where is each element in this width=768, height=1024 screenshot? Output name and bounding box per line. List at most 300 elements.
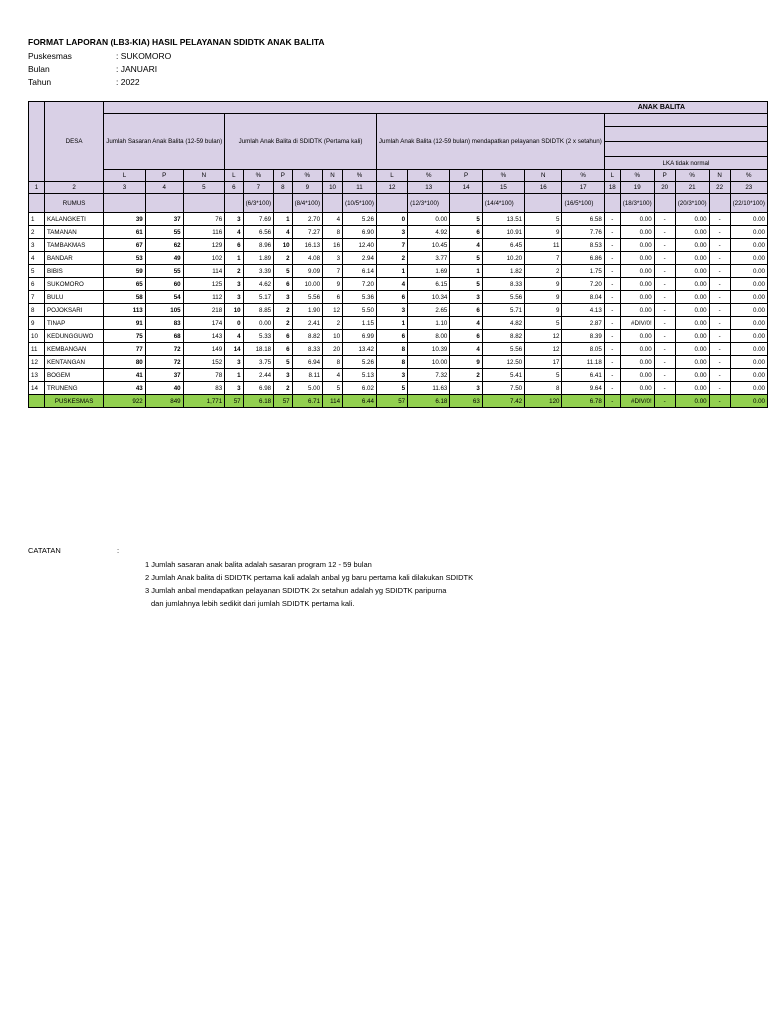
- value-cell: -: [604, 226, 620, 239]
- value-cell: 4.92: [408, 226, 450, 239]
- row-number: 4: [29, 252, 45, 265]
- sub-header-cell: P: [654, 170, 675, 182]
- value-cell: 49: [145, 252, 183, 265]
- row-number: 6: [29, 278, 45, 291]
- column-number-cell: 2: [44, 182, 103, 194]
- value-cell: 5.56: [292, 291, 322, 304]
- value-cell: 0.00: [620, 265, 654, 278]
- column-number-cell: 21: [675, 182, 709, 194]
- value-cell: 61: [104, 226, 145, 239]
- value-cell: -: [709, 252, 730, 265]
- total-value-cell: 0.00: [675, 395, 709, 408]
- value-cell: 5.56: [482, 343, 524, 356]
- total-value-cell: 6.18: [243, 395, 273, 408]
- value-cell: 80: [104, 356, 145, 369]
- row-number: 1: [29, 213, 45, 226]
- header-row-2: [29, 114, 768, 127]
- field-value: : SUKOMORO: [116, 51, 172, 61]
- value-cell: 7.76: [562, 226, 604, 239]
- value-cell: 0.00: [675, 356, 709, 369]
- value-cell: 7.20: [562, 278, 604, 291]
- formula-cell: (8/4*100): [292, 194, 322, 213]
- sub-header-cell: N: [183, 170, 225, 182]
- value-cell: 3: [225, 356, 243, 369]
- total-value-cell: -: [654, 395, 675, 408]
- row-number: 8: [29, 304, 45, 317]
- value-cell: 8: [376, 356, 407, 369]
- value-cell: 5: [450, 252, 482, 265]
- table-row: [29, 317, 768, 330]
- value-cell: 5.41: [482, 369, 524, 382]
- total-value-cell: 1,771: [183, 395, 225, 408]
- value-cell: 2: [274, 252, 292, 265]
- value-cell: 1.15: [343, 317, 377, 330]
- value-cell: 6: [225, 239, 243, 252]
- value-cell: 5: [274, 265, 292, 278]
- value-cell: 5.33: [243, 330, 273, 343]
- value-cell: 4: [323, 369, 343, 382]
- desa-header: DESA: [44, 102, 103, 182]
- value-cell: 5: [525, 213, 562, 226]
- value-cell: -: [654, 369, 675, 382]
- value-cell: -: [709, 382, 730, 395]
- value-cell: 0.00: [675, 317, 709, 330]
- value-cell: 113: [104, 304, 145, 317]
- total-value-cell: 120: [525, 395, 562, 408]
- value-cell: -: [654, 291, 675, 304]
- table-row: [29, 226, 768, 239]
- value-cell: 102: [183, 252, 225, 265]
- value-cell: 2: [525, 265, 562, 278]
- value-cell: -: [604, 213, 620, 226]
- value-cell: 2: [274, 317, 292, 330]
- blank-cell: [183, 194, 225, 213]
- value-cell: 0.00: [675, 330, 709, 343]
- value-cell: 59: [104, 265, 145, 278]
- column-number-cell: 13: [408, 182, 450, 194]
- sub-header-cell: %: [292, 170, 322, 182]
- blank-header-cell: [604, 142, 767, 157]
- table-row: [29, 382, 768, 395]
- value-cell: 72: [145, 343, 183, 356]
- value-cell: 41: [104, 369, 145, 382]
- value-cell: 76: [183, 213, 225, 226]
- value-cell: -: [604, 278, 620, 291]
- value-cell: -: [654, 356, 675, 369]
- sub-header-cell: %: [620, 170, 654, 182]
- value-cell: -: [604, 304, 620, 317]
- value-cell: 0.00: [730, 330, 767, 343]
- value-cell: 8.33: [482, 278, 524, 291]
- value-cell: 0.00: [730, 343, 767, 356]
- value-cell: 4: [225, 330, 243, 343]
- sub-header-cell: L: [376, 170, 407, 182]
- value-cell: 0.00: [675, 343, 709, 356]
- value-cell: 12.50: [482, 356, 524, 369]
- value-cell: 1: [376, 265, 407, 278]
- value-cell: -: [654, 252, 675, 265]
- value-cell: 1.89: [243, 252, 273, 265]
- value-cell: #DIV/0!: [620, 317, 654, 330]
- row-number: 9: [29, 317, 45, 330]
- value-cell: 10: [274, 239, 292, 252]
- value-cell: -: [654, 213, 675, 226]
- value-cell: 0.00: [620, 330, 654, 343]
- value-cell: 125: [183, 278, 225, 291]
- table-row: [29, 330, 768, 343]
- blank-header-cell: [604, 114, 767, 127]
- rumus-label: RUMUS: [44, 194, 103, 213]
- sub-header-cell: %: [730, 170, 767, 182]
- desa-name: BULU: [44, 291, 103, 304]
- value-cell: 0.00: [675, 213, 709, 226]
- desa-name: POJOKSARI: [44, 304, 103, 317]
- row-number: 12: [29, 356, 45, 369]
- value-cell: 5.00: [292, 382, 322, 395]
- desa-name: BOGEM: [44, 369, 103, 382]
- value-cell: 0.00: [620, 304, 654, 317]
- table-row: [29, 369, 768, 382]
- dua-kali-group-header: Jumlah Anak Balita (12-59 bulan) mendapatkan pelayanan SDIDTK (2 x setahun): [376, 114, 604, 170]
- total-value-cell: 114: [323, 395, 343, 408]
- row-number: 11: [29, 343, 45, 356]
- column-number-cell: 10: [323, 182, 343, 194]
- value-cell: 0.00: [730, 304, 767, 317]
- value-cell: -: [654, 317, 675, 330]
- value-cell: 6.45: [482, 239, 524, 252]
- value-cell: 0.00: [675, 265, 709, 278]
- value-cell: 8: [525, 382, 562, 395]
- value-cell: 8: [323, 226, 343, 239]
- value-cell: 7.20: [343, 278, 377, 291]
- value-cell: 55: [145, 226, 183, 239]
- value-cell: 6.86: [562, 252, 604, 265]
- value-cell: 5: [376, 382, 407, 395]
- desa-name: TRUNENG: [44, 382, 103, 395]
- blank-cell: [525, 194, 562, 213]
- value-cell: 0.00: [675, 304, 709, 317]
- value-cell: 5.26: [343, 213, 377, 226]
- value-cell: 116: [183, 226, 225, 239]
- value-cell: -: [654, 278, 675, 291]
- value-cell: 10.45: [408, 239, 450, 252]
- table-row: [29, 265, 768, 278]
- row-number: 13: [29, 369, 45, 382]
- value-cell: 0.00: [730, 369, 767, 382]
- formula-cell: (6/3*100): [243, 194, 273, 213]
- value-cell: 6: [274, 278, 292, 291]
- value-cell: 4.62: [243, 278, 273, 291]
- column-number-cell: 3: [104, 182, 145, 194]
- value-cell: -: [604, 252, 620, 265]
- desa-name: BIBIS: [44, 265, 103, 278]
- value-cell: 5: [450, 278, 482, 291]
- value-cell: -: [709, 330, 730, 343]
- total-value-cell: 6.78: [562, 395, 604, 408]
- formula-cell: (14/4*100): [482, 194, 524, 213]
- value-cell: 0.00: [620, 291, 654, 304]
- value-cell: 5.50: [343, 304, 377, 317]
- value-cell: 16: [323, 239, 343, 252]
- sub-header-cell: L: [104, 170, 145, 182]
- value-cell: 3: [225, 278, 243, 291]
- value-cell: 2.70: [292, 213, 322, 226]
- blank-cell: [145, 194, 183, 213]
- value-cell: 2: [274, 382, 292, 395]
- value-cell: 40: [145, 382, 183, 395]
- notes-colon: :: [117, 546, 120, 555]
- desa-name: KEDUNGGUWO: [44, 330, 103, 343]
- value-cell: 143: [183, 330, 225, 343]
- value-cell: -: [709, 239, 730, 252]
- value-cell: 5.36: [343, 291, 377, 304]
- total-row: [29, 395, 768, 408]
- total-value-cell: 6.44: [343, 395, 377, 408]
- value-cell: 10.39: [408, 343, 450, 356]
- total-label: PUSKESMAS: [44, 395, 103, 408]
- field-label: Bulan: [28, 64, 50, 74]
- value-cell: 0.00: [620, 356, 654, 369]
- value-cell: -: [709, 226, 730, 239]
- value-cell: -: [709, 213, 730, 226]
- value-cell: 2.87: [562, 317, 604, 330]
- value-cell: -: [604, 343, 620, 356]
- value-cell: 6.98: [243, 382, 273, 395]
- value-cell: 0.00: [620, 226, 654, 239]
- value-cell: 218: [183, 304, 225, 317]
- value-cell: 9.64: [562, 382, 604, 395]
- value-cell: 6: [450, 226, 482, 239]
- value-cell: -: [654, 239, 675, 252]
- sub-header-row: [29, 170, 768, 182]
- desa-name: TAMANAN: [44, 226, 103, 239]
- value-cell: 75: [104, 330, 145, 343]
- blank-cell: [323, 194, 343, 213]
- sub-header-cell: N: [709, 170, 730, 182]
- sub-header-cell: P: [274, 170, 292, 182]
- value-cell: 0.00: [675, 252, 709, 265]
- desa-name: KEMBANGAN: [44, 343, 103, 356]
- sub-header-cell: L: [604, 170, 620, 182]
- value-cell: 3: [274, 369, 292, 382]
- value-cell: 72: [145, 356, 183, 369]
- value-cell: 3: [450, 382, 482, 395]
- column-number-cell: 12: [376, 182, 407, 194]
- table-row: [29, 239, 768, 252]
- value-cell: 5: [525, 317, 562, 330]
- value-cell: 3: [323, 252, 343, 265]
- value-cell: -: [654, 304, 675, 317]
- blank-cell: [604, 194, 620, 213]
- column-number-cell: 20: [654, 182, 675, 194]
- value-cell: 1.82: [482, 265, 524, 278]
- desa-name: TINAP: [44, 317, 103, 330]
- value-cell: 3: [450, 291, 482, 304]
- value-cell: 6: [323, 291, 343, 304]
- value-cell: 0.00: [675, 226, 709, 239]
- value-cell: 10.91: [482, 226, 524, 239]
- formula-cell: (10/5*100): [343, 194, 377, 213]
- value-cell: 1: [225, 369, 243, 382]
- sub-header-cell: P: [450, 170, 482, 182]
- blank-header-cell: [604, 127, 767, 142]
- value-cell: 3: [225, 291, 243, 304]
- value-cell: 7.50: [482, 382, 524, 395]
- value-cell: 8: [376, 343, 407, 356]
- value-cell: 0.00: [675, 278, 709, 291]
- value-cell: 10: [225, 304, 243, 317]
- column-number-row: [29, 182, 768, 194]
- value-cell: 4: [225, 226, 243, 239]
- value-cell: -: [654, 226, 675, 239]
- value-cell: 9: [323, 278, 343, 291]
- value-cell: 20: [323, 343, 343, 356]
- value-cell: 5.56: [482, 291, 524, 304]
- column-number-cell: 22: [709, 182, 730, 194]
- value-cell: 2: [376, 252, 407, 265]
- column-number-cell: 19: [620, 182, 654, 194]
- column-number-cell: 14: [450, 182, 482, 194]
- value-cell: -: [654, 265, 675, 278]
- value-cell: 8.04: [562, 291, 604, 304]
- value-cell: 0.00: [675, 291, 709, 304]
- value-cell: 3: [376, 304, 407, 317]
- value-cell: 4.13: [562, 304, 604, 317]
- value-cell: 0.00: [675, 239, 709, 252]
- anak-balita-header: ANAK BALITA: [104, 102, 768, 114]
- lka-group-header: LKA tidak normal: [604, 157, 767, 170]
- value-cell: 12: [323, 304, 343, 317]
- value-cell: 10.20: [482, 252, 524, 265]
- value-cell: 2.65: [408, 304, 450, 317]
- note-item: 1 Jumlah sasaran anak balita adalah sasaran program 12 - 59 bulan: [145, 560, 372, 569]
- field-value: : JANUARI: [116, 64, 158, 74]
- total-value-cell: -: [709, 395, 730, 408]
- value-cell: 0.00: [730, 265, 767, 278]
- value-cell: 1.90: [292, 304, 322, 317]
- value-cell: 6.02: [343, 382, 377, 395]
- formula-cell: (22/10*100): [730, 194, 767, 213]
- value-cell: 9: [525, 278, 562, 291]
- value-cell: 62: [145, 239, 183, 252]
- value-cell: 0.00: [730, 278, 767, 291]
- report-table: [28, 101, 768, 408]
- sub-header-cell: %: [243, 170, 273, 182]
- value-cell: -: [709, 278, 730, 291]
- value-cell: 6.99: [343, 330, 377, 343]
- value-cell: 6.56: [243, 226, 273, 239]
- value-cell: -: [709, 265, 730, 278]
- sub-header-cell: %: [675, 170, 709, 182]
- value-cell: 8.39: [562, 330, 604, 343]
- formula-cell: (20/3*100): [675, 194, 709, 213]
- value-cell: 0.00: [730, 252, 767, 265]
- value-cell: 4: [274, 226, 292, 239]
- value-cell: 5.17: [243, 291, 273, 304]
- value-cell: 2: [274, 304, 292, 317]
- total-value-cell: -: [604, 395, 620, 408]
- value-cell: -: [604, 382, 620, 395]
- value-cell: 9: [525, 291, 562, 304]
- value-cell: 9: [525, 226, 562, 239]
- pertama-group-header: Jumlah Anak Balita di SDIDTK (Pertama kali): [225, 114, 377, 170]
- value-cell: 4: [376, 278, 407, 291]
- value-cell: -: [709, 304, 730, 317]
- value-cell: 2: [225, 265, 243, 278]
- value-cell: -: [654, 330, 675, 343]
- sub-header-cell: L: [225, 170, 243, 182]
- value-cell: 6.58: [562, 213, 604, 226]
- value-cell: 91: [104, 317, 145, 330]
- value-cell: 17: [525, 356, 562, 369]
- value-cell: 3: [225, 213, 243, 226]
- column-number-cell: 18: [604, 182, 620, 194]
- total-value-cell: 849: [145, 395, 183, 408]
- value-cell: 5: [450, 213, 482, 226]
- row-number: 10: [29, 330, 45, 343]
- value-cell: -: [604, 330, 620, 343]
- value-cell: 0.00: [620, 343, 654, 356]
- value-cell: 1.69: [408, 265, 450, 278]
- value-cell: 0.00: [408, 213, 450, 226]
- report-title: FORMAT LAPORAN (LB3-KIA) HASIL PELAYANAN SDIDTK ANAK BALITA: [28, 37, 325, 47]
- value-cell: 78: [183, 369, 225, 382]
- total-value-cell: 63: [450, 395, 482, 408]
- value-cell: -: [604, 369, 620, 382]
- bulan-field: [28, 64, 157, 75]
- value-cell: 4.82: [482, 317, 524, 330]
- value-cell: 3: [225, 382, 243, 395]
- value-cell: -: [604, 291, 620, 304]
- value-cell: 6: [450, 330, 482, 343]
- value-cell: 4: [323, 213, 343, 226]
- table-row: [29, 356, 768, 369]
- row-number: 3: [29, 239, 45, 252]
- value-cell: -: [709, 291, 730, 304]
- blank-cell: [450, 194, 482, 213]
- value-cell: 68: [145, 330, 183, 343]
- value-cell: 112: [183, 291, 225, 304]
- value-cell: 6.90: [343, 226, 377, 239]
- value-cell: 8.33: [292, 343, 322, 356]
- value-cell: 0.00: [730, 356, 767, 369]
- value-cell: 16.13: [292, 239, 322, 252]
- blank-cell: [709, 194, 730, 213]
- value-cell: 4: [450, 343, 482, 356]
- row-number: 14: [29, 382, 45, 395]
- value-cell: 0.00: [730, 226, 767, 239]
- value-cell: 77: [104, 343, 145, 356]
- value-cell: 12: [525, 343, 562, 356]
- value-cell: -: [604, 239, 620, 252]
- total-value-cell: 6.18: [408, 395, 450, 408]
- table-row: [29, 343, 768, 356]
- value-cell: 152: [183, 356, 225, 369]
- value-cell: 2.44: [243, 369, 273, 382]
- value-cell: 2: [323, 317, 343, 330]
- value-cell: 12.40: [343, 239, 377, 252]
- column-number-cell: 23: [730, 182, 767, 194]
- column-number-cell: 15: [482, 182, 524, 194]
- note-item: 3 Jumlah anbal mendapatkan pelayanan SDIDTK 2x setahun adalah yg SDIDTK paripurna: [145, 586, 447, 595]
- value-cell: 1.75: [562, 265, 604, 278]
- value-cell: 1.10: [408, 317, 450, 330]
- value-cell: 37: [145, 213, 183, 226]
- value-cell: 5.26: [343, 356, 377, 369]
- value-cell: 8: [323, 356, 343, 369]
- sub-header-cell: N: [525, 170, 562, 182]
- value-cell: 8.96: [243, 239, 273, 252]
